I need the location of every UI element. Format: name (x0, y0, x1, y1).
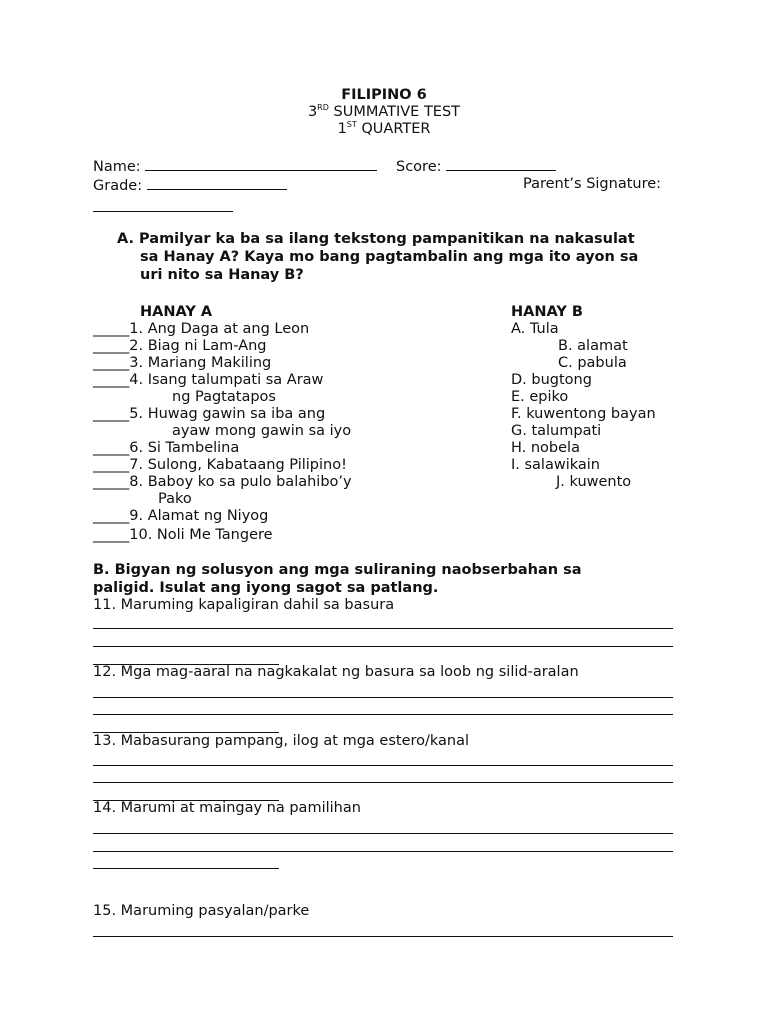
hanay-a-header: HANAY A (140, 304, 213, 320)
part-b-instruction-line1: B. Bigyan ng solusyon ang mga suliraning naobserbahan sa (93, 562, 582, 578)
hanay-b-header: HANAY B (511, 304, 583, 320)
question-15: 15. Maruming pasyalan/parke (93, 903, 310, 919)
hanay-b-item: J. kuwento (556, 474, 632, 490)
hanay-a-item: _____10. Noli Me Tangere (93, 527, 273, 543)
grade-field (93, 176, 287, 194)
parent-signature-label: Parent’s Signature: (523, 176, 662, 192)
answer-line[interactable] (93, 697, 673, 698)
quarter-ordinal: ST (346, 120, 357, 129)
hanay-a-item: _____8. Baboy ko sa pulo balahibo’y (93, 474, 352, 490)
hanay-b-item: I. salawikain (511, 457, 600, 473)
part-a-instruction-line1: A. Pamilyar ka ba sa ilang tekstong pampanitikan na nakasulat (117, 231, 635, 247)
answer-line[interactable] (93, 782, 673, 783)
answer-line[interactable] (93, 936, 673, 937)
hanay-a-item: _____9. Alamat ng Niyog (93, 508, 269, 524)
name-blank[interactable] (145, 157, 377, 171)
hanay-a-item: _____1. Ang Daga at ang Leon (93, 321, 310, 337)
question-11: 11. Maruming kapaligiran dahil sa basura (93, 597, 395, 613)
part-a-instruction-line3: uri nito sa Hanay B? (140, 267, 304, 283)
grade-blank[interactable] (147, 176, 287, 190)
hanay-b-item: G. talumpati (511, 423, 602, 439)
test-subtitle (0, 104, 768, 120)
score-blank[interactable] (446, 157, 556, 171)
hanay-b-item: F. kuwentong bayan (511, 406, 656, 422)
score-field (396, 157, 556, 175)
question-13: 13. Mabasurang pampang, ilog at mga estero/kanal (93, 733, 470, 749)
page-title: FILIPINO 6 (341, 87, 427, 103)
answer-line[interactable] (93, 851, 673, 852)
test-label: SUMMATIVE TEST (328, 104, 461, 120)
hanay-b-item: C. pabula (558, 355, 627, 371)
hanay-b-item: H. nobela (511, 440, 580, 456)
hanay-a-item-continuation: ng Pagtatapos (172, 389, 276, 405)
question-14: 14. Marumi at maingay na pamilihan (93, 800, 361, 816)
quarter-number: 1 (337, 121, 347, 137)
hanay-a-item-continuation: Pako (158, 491, 192, 507)
name-field (93, 157, 377, 175)
hanay-b-item: E. epiko (511, 389, 569, 405)
hanay-a-item-continuation: ayaw mong gawin sa iyo (172, 423, 352, 439)
answer-line[interactable] (93, 646, 673, 647)
grade-label: Grade: (93, 178, 143, 194)
answer-line[interactable] (93, 833, 673, 834)
quarter-label: QUARTER (356, 121, 431, 137)
hanay-b-item: A. Tula (511, 321, 559, 337)
hanay-a-item: _____6. Si Tambelina (93, 440, 240, 456)
hanay-a-item: _____3. Mariang Makiling (93, 355, 272, 371)
answer-line[interactable] (93, 868, 279, 869)
hanay-b-item: B. alamat (558, 338, 628, 354)
name-label: Name: (93, 159, 141, 175)
answer-line[interactable] (93, 628, 673, 629)
score-label: Score: (396, 159, 442, 175)
parent-signature-blank[interactable] (93, 211, 233, 212)
part-a-instruction-line2: sa Hanay A? Kaya mo bang pagtambalin ang mga ito ayon sa (140, 249, 639, 265)
hanay-a-item: _____2. Biag ni Lam-Ang (93, 338, 267, 354)
hanay-a-item: _____4. Isang talumpati sa Araw (93, 372, 324, 388)
answer-line[interactable] (93, 765, 673, 766)
part-b-instruction-line2: paligid. Isulat ang iyong sagot sa patlang. (93, 580, 439, 596)
quarter-subtitle (0, 121, 768, 137)
hanay-b-item: D. bugtong (511, 372, 592, 388)
hanay-a-item: _____5. Huwag gawin sa iba ang (93, 406, 326, 422)
test-number: 3 (307, 104, 318, 120)
answer-line[interactable] (93, 714, 673, 715)
test-ordinal: RD (317, 103, 329, 112)
question-12: 12. Mga mag-aaral na nagkakalat ng basura sa loob ng silid-aralan (93, 664, 579, 680)
hanay-a-item: _____7. Sulong, Kabataang Pilipino! (93, 457, 347, 473)
